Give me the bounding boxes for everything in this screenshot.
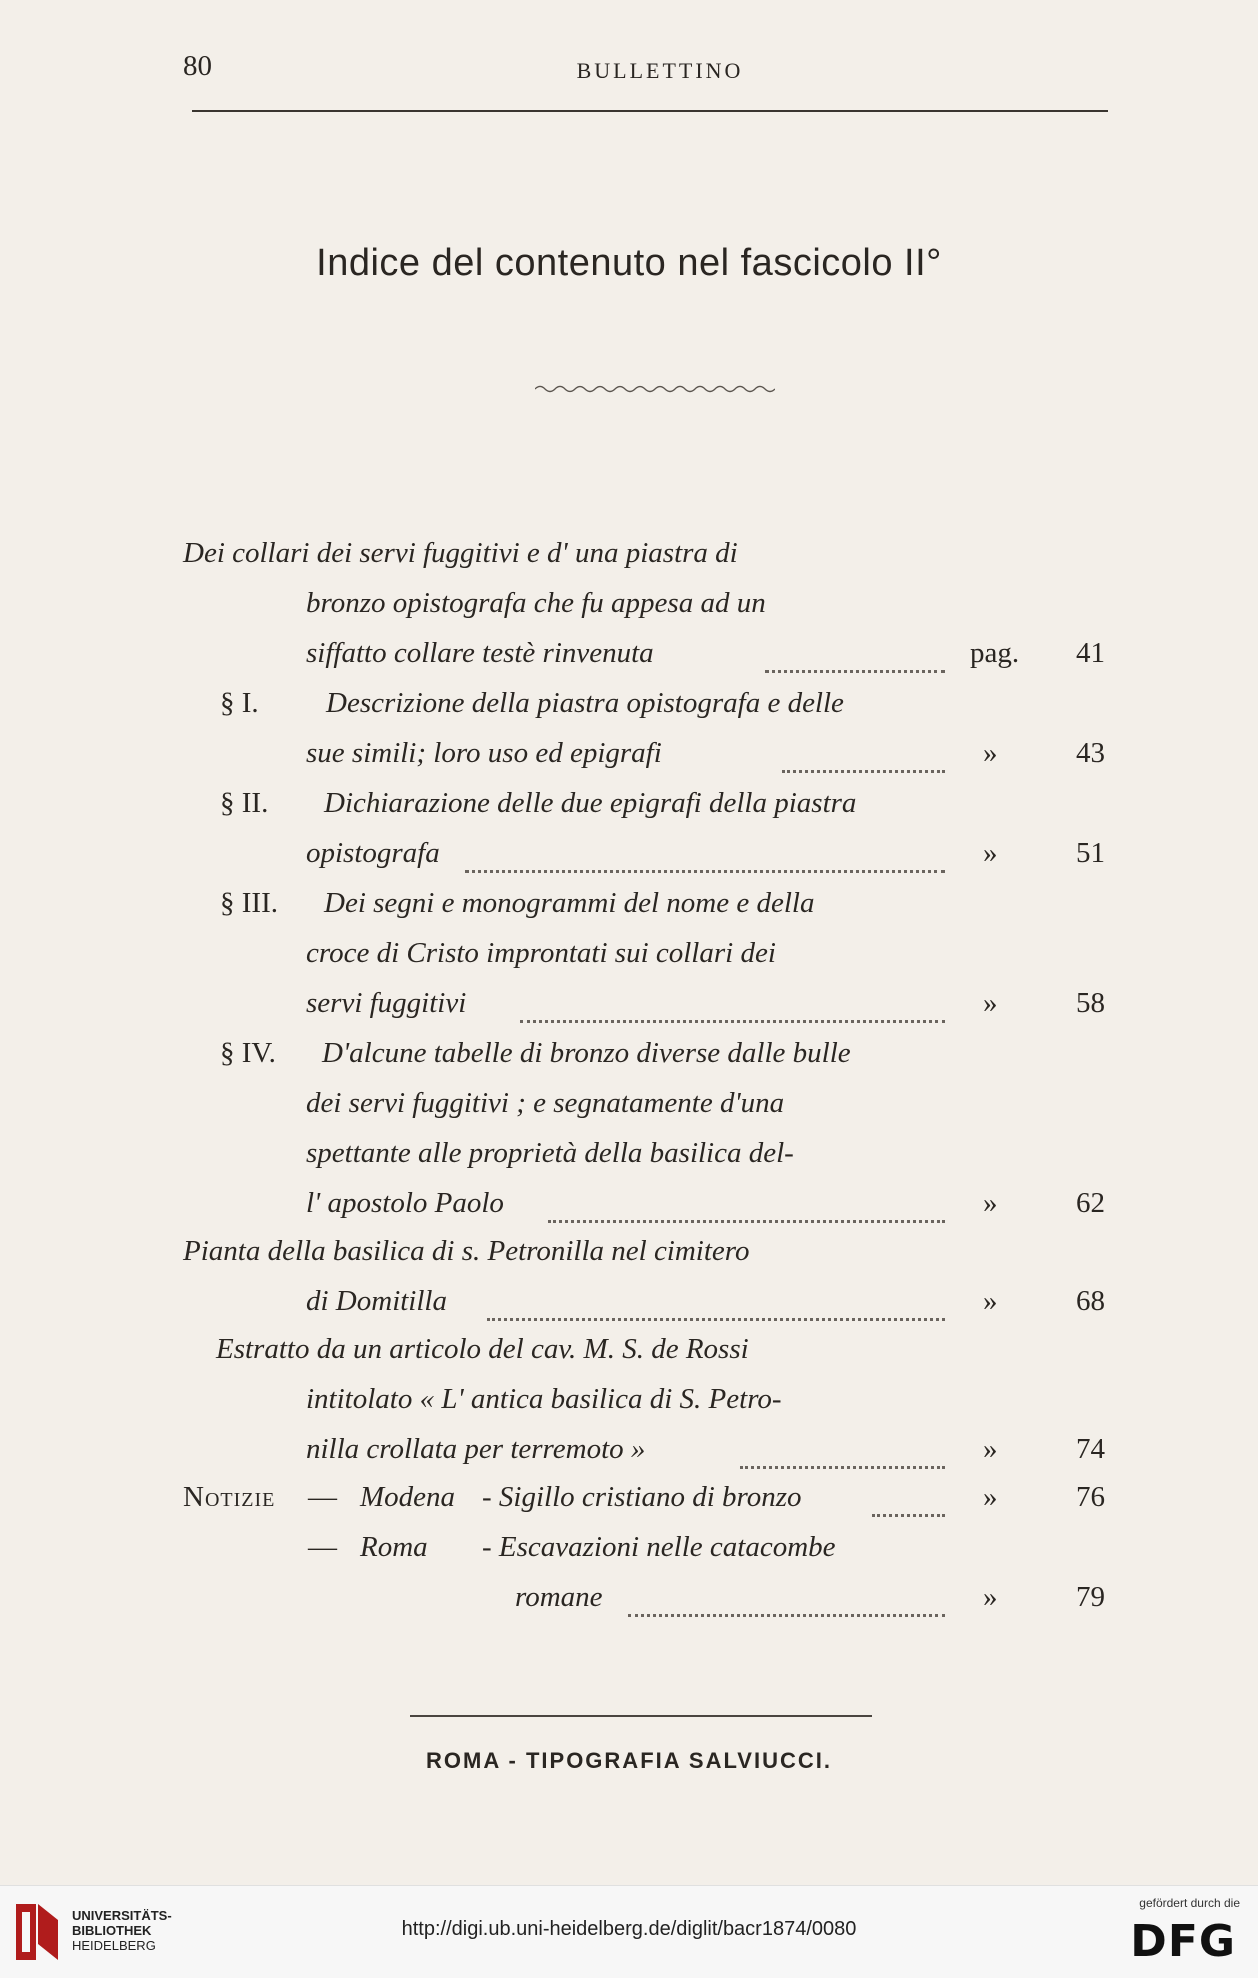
dfg-logo: DFG <box>1130 1916 1236 1967</box>
toc-line <box>0 537 1258 587</box>
page-title: Indice del contenuto nel fascicolo II° <box>316 242 942 284</box>
toc-line <box>0 1087 1258 1137</box>
page-number: 80 <box>183 50 212 82</box>
toc-line <box>0 1137 1258 1187</box>
toc-entry-text: Estratto da un articolo del cav. M. S. de Rossi <box>216 1333 749 1365</box>
page-ref-number: 43 <box>1076 737 1105 769</box>
dot-leader <box>520 1020 945 1023</box>
dot-leader <box>782 770 945 773</box>
page-ref-label: » <box>983 987 998 1019</box>
toc-line <box>0 987 1258 1037</box>
section-number: § II. <box>220 787 269 819</box>
page-ref-label: » <box>983 1187 998 1219</box>
toc-line <box>0 1383 1258 1433</box>
em-dash: — <box>308 1481 337 1513</box>
toc-entry-text: bronzo opistografa che fu appesa ad un <box>306 587 766 619</box>
toc-entry-text: Pianta della basilica di s. Petronilla nel cimitero <box>183 1235 750 1267</box>
dot-leader <box>872 1514 945 1517</box>
library-name-line: BIBLIOTHEK <box>72 1923 152 1938</box>
page-ref-label: » <box>983 737 998 769</box>
section-number: § I. <box>220 687 259 719</box>
dot-leader <box>765 670 945 673</box>
toc-line <box>0 637 1258 687</box>
toc-entry-text: croce di Cristo improntati sui collari dei <box>306 937 776 969</box>
toc-entry-text: - Escavazioni nelle catacombe <box>482 1531 836 1563</box>
toc-entry-text: l' apostolo Paolo <box>306 1187 504 1219</box>
page-ref-number: 68 <box>1076 1285 1105 1317</box>
page-ref-label: pag. <box>970 637 1020 669</box>
toc-entry-text: Descrizione della piastra opistografa e delle <box>326 687 844 719</box>
section-number: § III. <box>220 887 278 919</box>
dot-leader <box>740 1466 945 1469</box>
toc-entry-text: spettante alle proprietà della basilica del- <box>306 1137 794 1169</box>
toc-line <box>0 1581 1258 1631</box>
em-dash: — <box>308 1531 337 1563</box>
toc-entry-text: Dei collari dei servi fuggitivi e d' una piastra di <box>183 537 738 569</box>
toc-entry-text: opistografa <box>306 837 440 869</box>
page-ref-number: 76 <box>1076 1481 1105 1513</box>
dot-leader <box>548 1220 945 1223</box>
toc-entry-text: dei servi fuggitivi ; e segnatamente d'una <box>306 1087 785 1119</box>
toc-entry-text: siffatto collare testè rinvenuta <box>306 637 654 669</box>
place-name: Modena <box>360 1481 456 1513</box>
place-name: Roma <box>360 1531 428 1563</box>
running-head <box>0 50 1258 90</box>
toc-entry-text: servi fuggitivi <box>306 987 467 1019</box>
toc-line <box>0 1037 1258 1087</box>
toc-line <box>0 937 1258 987</box>
toc-line <box>0 1285 1258 1335</box>
toc-entry-text: di Domitilla <box>306 1285 447 1317</box>
toc-entry-text: Dichiarazione delle due epigrafi della piastra <box>324 787 857 819</box>
toc-entry-text: Dei segni e monogrammi del nome e della <box>324 887 815 919</box>
toc-line <box>0 1333 1258 1383</box>
page-ref-number: 79 <box>1076 1581 1105 1613</box>
toc-entry-text: romane <box>515 1581 603 1613</box>
toc-line <box>0 1531 1258 1581</box>
toc-entry-text: intitolato « L' antica basilica di S. Petro- <box>306 1383 782 1415</box>
library-name-line: HEIDELBERG <box>72 1938 156 1953</box>
toc-line <box>0 737 1258 787</box>
library-name-line: UNIVERSITÄTS- <box>72 1908 172 1923</box>
header-rule <box>192 110 1108 112</box>
page-ref-number: 41 <box>1076 637 1105 669</box>
wavy-ornament <box>535 382 775 396</box>
toc-entry-text: - Sigillo cristiano di bronzo <box>482 1481 802 1513</box>
page-ref-number: 58 <box>1076 987 1105 1019</box>
toc-line <box>0 1481 1258 1531</box>
permalink-url[interactable]: http://digi.ub.uni-heidelberg.de/diglit/bacr1874/0080 <box>401 1918 857 1940</box>
toc-entry-text: nilla crollata per terremoto » <box>306 1433 646 1465</box>
toc-line <box>0 1187 1258 1237</box>
dot-leader <box>465 870 945 873</box>
toc-line <box>0 787 1258 837</box>
toc-line <box>0 587 1258 637</box>
dot-leader <box>628 1614 945 1617</box>
page-ref-number: 62 <box>1076 1187 1105 1219</box>
page-ref-number: 74 <box>1076 1433 1105 1465</box>
page-ref-number: 51 <box>1076 837 1105 869</box>
page-ref-label: » <box>983 1433 998 1465</box>
viewer-footer <box>0 1885 1258 1978</box>
page-ref-label: » <box>983 1581 998 1613</box>
dot-leader <box>487 1318 945 1321</box>
funding-note: gefördert durch die <box>1139 1896 1240 1910</box>
running-title: BULLETTINO <box>576 58 744 83</box>
printer-imprint: ROMA - TIPOGRAFIA SALVIUCCI. <box>426 1748 832 1773</box>
toc-entry-text: D'alcune tabelle di bronzo diverse dalle bulle <box>322 1037 851 1069</box>
toc-line <box>0 687 1258 737</box>
toc-entry-text: sue simili; loro uso ed epigrafi <box>306 737 662 769</box>
toc-line <box>0 1433 1258 1483</box>
toc-line <box>0 887 1258 937</box>
toc-line <box>0 1235 1258 1285</box>
page-ref-label: » <box>983 837 998 869</box>
page-ref-label: » <box>983 1481 998 1513</box>
footer-rule <box>410 1715 872 1717</box>
toc-line <box>0 837 1258 887</box>
section-number: § IV. <box>220 1037 276 1069</box>
notizie-label: Notizie <box>183 1481 276 1513</box>
page-ref-label: » <box>983 1285 998 1317</box>
